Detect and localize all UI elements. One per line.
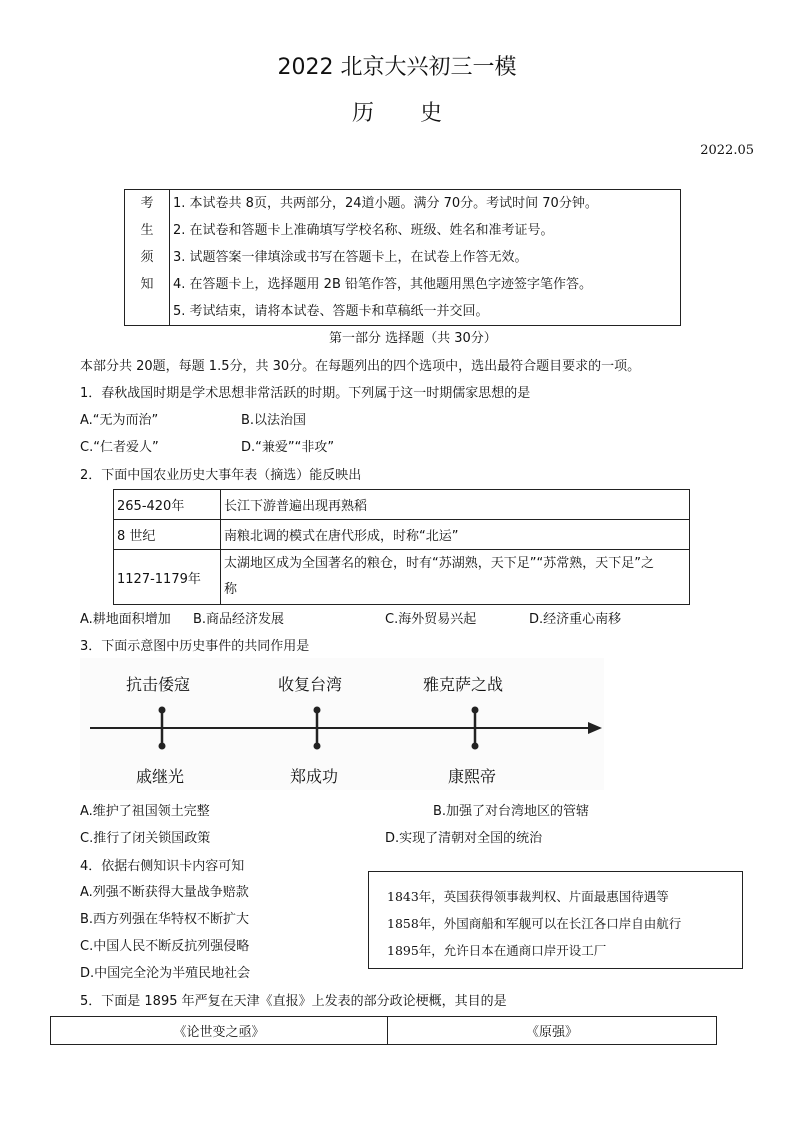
q2-timeline-table xyxy=(113,489,690,605)
notice-side-label xyxy=(125,190,170,326)
timeline-dot xyxy=(472,707,479,714)
person-label: 郑成功 xyxy=(290,767,339,786)
q2-period-cell: 265-420年 xyxy=(114,490,221,520)
q1-option-b: B.以法治国 xyxy=(241,413,307,428)
notice-line: 5. 考试结束，请将本试卷、答题卡和草稿纸一并交回。 xyxy=(173,304,489,319)
notice-side-char: 须 xyxy=(140,250,154,265)
notice-side-char: 知 xyxy=(140,277,154,292)
person-label: 康熙帝 xyxy=(448,767,497,786)
q5-table xyxy=(50,1016,717,1045)
q5-stem: 5．下面是 1895 年严复在天津《直报》上发表的部分政论梗概，其目的是 xyxy=(80,994,507,1009)
q3-stem: 3．下面示意图中历史事件的共同作用是 xyxy=(80,639,310,654)
card-line: 1858年，外国商船和军舰可以在长江各口岸自由航行 xyxy=(387,916,682,931)
q5-header-cell: 《原强》 xyxy=(388,1017,717,1045)
card-line: 1843年，英国获得领事裁判权、片面最惠国待遇等 xyxy=(387,889,669,904)
q1-option-d: D.“兼爱”“非攻” xyxy=(241,440,335,455)
notice-lines xyxy=(170,190,681,326)
q2-event-cell: 长江下游普遍出现再熟稻 xyxy=(221,490,690,520)
person-label: 戚继光 xyxy=(136,767,185,786)
notice-line: 3. 试题答案一律填涂或书写在答题卡上，在试卷上作答无效。 xyxy=(173,250,528,265)
timeline-dot xyxy=(314,743,321,750)
q4-knowledge-card xyxy=(368,871,743,969)
card-line: 1895年，允许日本在通商口岸开设工厂 xyxy=(387,943,607,958)
timeline-dot xyxy=(159,707,166,714)
q4-stem: 4．依据右侧知识卡内容可知 xyxy=(80,859,245,874)
notice-table xyxy=(124,189,681,326)
q3-timeline-diagram xyxy=(80,658,604,790)
q4-option-b: B.西方列强在华特权不断扩大 xyxy=(80,912,250,927)
notice-line: 2. 在试卷和答题卡上准确填写学校名称、班级、姓名和准考证号。 xyxy=(173,223,554,238)
notice-line: 1. 本试卷共 8页，共两部分，24道小题。满分 70分。考试时间 70分钟。 xyxy=(173,196,598,211)
q3-option-b: B.加强了对台湾地区的管辖 xyxy=(433,804,590,819)
q2-option-c: C.海外贸易兴起 xyxy=(385,612,477,627)
event-label: 雅克萨之战 xyxy=(423,675,504,694)
q2-event-line: 称 xyxy=(224,582,238,597)
event-label: 收复台湾 xyxy=(278,675,343,694)
q4-option-d: D.中国完全沦为半殖民地社会 xyxy=(80,966,251,981)
q2-event-line: 太湖地区成为全国著名的粮仓，时有“苏湖熟，天下足”“苏常熟，天下足”之 xyxy=(224,556,654,571)
event-label: 抗击倭寇 xyxy=(126,675,191,694)
q3-option-d: D.实现了清朝对全国的统治 xyxy=(385,831,543,846)
q2-stem: 2．下面中国农业历史大事年表（摘选）能反映出 xyxy=(80,468,362,483)
q2-period-cell: 1127-1179年 xyxy=(114,550,221,605)
exam-date: 2022.05 xyxy=(700,143,754,158)
q1-option-a: A.“无为而治” xyxy=(80,413,159,428)
notice-side-char: 生 xyxy=(140,223,154,238)
part1-intro: 本部分共 20题，每题 1.5分，共 30分。在每题列出的四个选项中，选出最符合题目要求的一项。 xyxy=(80,359,641,374)
q2-option-b: B.商品经济发展 xyxy=(193,612,285,627)
q2-period-cell: 8 世纪 xyxy=(114,520,221,550)
q3-option-c: C.推行了闭关锁国政策 xyxy=(80,831,211,846)
timeline-dot xyxy=(314,707,321,714)
timeline-arrow-icon xyxy=(588,722,602,734)
q2-event-cell xyxy=(221,550,690,605)
q4-option-a: A.列强不断获得大量战争赔款 xyxy=(80,885,249,900)
notice-side-char: 考 xyxy=(140,196,154,211)
q3-option-a: A.维护了祖国领土完整 xyxy=(80,804,210,819)
notice-line: 4. 在答题卡上，选择题用 2B 铅笔作答，其他题用黑色字迹签字笔作答。 xyxy=(173,277,592,292)
part1-heading: 第一部分 选择题（共 30分） xyxy=(329,331,497,346)
subject-title: 历史 xyxy=(351,101,488,126)
q2-option-a: A.耕地面积增加 xyxy=(80,612,171,627)
q4-option-c: C.中国人民不断反抗列强侵略 xyxy=(80,939,250,954)
timeline-dot xyxy=(472,743,479,750)
q2-option-d: D.经济重心南移 xyxy=(529,612,622,627)
page-title: 2022 北京大兴初三一模 xyxy=(277,55,517,80)
q2-event-cell: 南粮北调的模式在唐代形成，时称“北运” xyxy=(221,520,690,550)
q1-option-c: C.“仁者爱人” xyxy=(80,440,159,455)
timeline-dot xyxy=(159,743,166,750)
q5-header-cell: 《论世变之亟》 xyxy=(51,1017,388,1045)
q1-stem: 1．春秋战国时期是学术思想非常活跃的时期。下列属于这一时期儒家思想的是 xyxy=(80,386,531,401)
